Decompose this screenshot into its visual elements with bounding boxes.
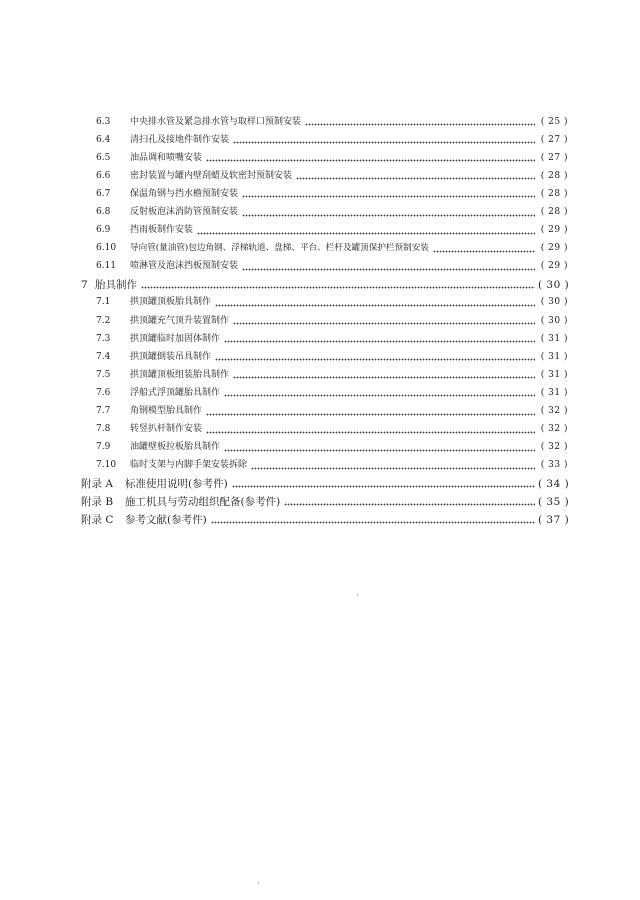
toc-dot-leader bbox=[251, 461, 535, 471]
toc-entry-title: 参考文献(参考件) bbox=[125, 513, 207, 526]
toc-entry-title: 密封装置与罐内壁刮蜡及软密封预制安装 bbox=[130, 170, 293, 181]
toc-entry-page: ( 30 ) bbox=[540, 315, 568, 326]
toc-entry-page: ( 31 ) bbox=[540, 333, 568, 344]
toc-entry[interactable] bbox=[0, 348, 640, 366]
toc-dot-leader bbox=[206, 407, 535, 417]
table-of-contents bbox=[0, 113, 640, 529]
toc-entry-title: 临时支架与内脚手架安装拆除 bbox=[130, 460, 248, 471]
toc-entry[interactable] bbox=[0, 330, 640, 348]
toc-entry-number: 7.1 bbox=[96, 297, 111, 308]
toc-entry-page: ( 28 ) bbox=[540, 170, 568, 181]
toc-entry-page: ( 32 ) bbox=[540, 424, 568, 435]
toc-entry-page: ( 27 ) bbox=[540, 134, 568, 145]
toc-entry-number: 7 bbox=[81, 278, 88, 291]
toc-dot-leader bbox=[211, 515, 535, 525]
toc-dot-leader bbox=[224, 443, 535, 453]
toc-dot-leader bbox=[224, 388, 535, 398]
toc-dot-leader bbox=[141, 280, 535, 290]
toc-dot-leader bbox=[232, 479, 535, 489]
toc-entry-page: ( 32 ) bbox=[540, 442, 568, 453]
toc-appendix-entry[interactable] bbox=[0, 475, 640, 493]
toc-entry-title: 保温角钢与挡水檐预制安装 bbox=[130, 188, 239, 199]
toc-entry-number: 6.3 bbox=[96, 116, 111, 127]
toc-entry-title: 拱顶罐顶板胎具制作 bbox=[130, 297, 212, 308]
toc-entry-title: 转竖扒杆制作安装 bbox=[130, 424, 203, 435]
toc-entry-title: 中央排水管及紧急排水管与取样口预制安装 bbox=[130, 116, 302, 127]
toc-entry-number: 7.5 bbox=[96, 369, 111, 380]
toc-dot-leader bbox=[242, 189, 535, 199]
toc-appendix-entry[interactable] bbox=[0, 493, 640, 511]
toc-entry[interactable] bbox=[0, 439, 640, 457]
toc-entry-title: 油品调和喷嘴安装 bbox=[130, 152, 203, 163]
toc-dot-leader bbox=[206, 425, 535, 435]
toc-dot-leader bbox=[433, 244, 535, 254]
toc-entry[interactable] bbox=[0, 366, 640, 384]
toc-entry-title: 反射板泡沫消防管预制安装 bbox=[130, 207, 239, 218]
toc-entry-page: ( 29 ) bbox=[540, 225, 568, 236]
toc-entry-page: ( 32 ) bbox=[540, 406, 568, 417]
toc-entry-page: ( 31 ) bbox=[540, 351, 568, 362]
toc-entry-number: 7.8 bbox=[96, 424, 111, 435]
toc-dot-leader bbox=[284, 497, 535, 507]
toc-dot-leader bbox=[197, 226, 535, 236]
toc-dot-leader bbox=[296, 171, 535, 181]
toc-dot-leader bbox=[305, 117, 535, 127]
toc-entry[interactable] bbox=[0, 203, 640, 221]
toc-entry-number: 7.7 bbox=[96, 406, 111, 417]
toc-entry-page: ( 31 ) bbox=[540, 369, 568, 380]
toc-entry-number: 附录 B bbox=[81, 495, 114, 508]
toc-entry-number: 附录 C bbox=[81, 513, 114, 526]
toc-entry-number: 6.6 bbox=[96, 170, 111, 181]
toc-dot-leader bbox=[242, 208, 535, 218]
toc-entry-number: 6.11 bbox=[96, 261, 117, 272]
scan-speck bbox=[258, 882, 259, 884]
toc-entry-title: 喷淋管及泡沫挡板预制安装 bbox=[130, 261, 239, 272]
toc-entry-number: 7.3 bbox=[96, 333, 111, 344]
toc-dot-leader bbox=[215, 298, 535, 308]
toc-entry-title: 胎具制作 bbox=[95, 278, 137, 291]
toc-appendix-entry[interactable] bbox=[0, 511, 640, 529]
toc-entry[interactable] bbox=[0, 258, 640, 276]
toc-entry[interactable] bbox=[0, 185, 640, 203]
toc-entry[interactable] bbox=[0, 240, 640, 258]
toc-dot-leader bbox=[224, 334, 535, 344]
toc-entry[interactable] bbox=[0, 149, 640, 167]
toc-entry-number: 7.6 bbox=[96, 387, 111, 398]
toc-entry-title: 角钢模型胎具制作 bbox=[130, 406, 203, 417]
toc-entry-title: 导向管(量油管)包边角钢、浮梯轨道、盘梯、平台、栏杆及罐顶保护栏预制安装 bbox=[130, 243, 429, 254]
scan-speck bbox=[357, 594, 358, 596]
toc-entry-number: 6.10 bbox=[96, 243, 117, 254]
toc-dot-leader bbox=[206, 153, 535, 163]
toc-dot-leader bbox=[233, 316, 535, 326]
toc-entry-number: 6.8 bbox=[96, 207, 111, 218]
toc-entry-title: 拱顶罐顶板组装胎具制作 bbox=[130, 369, 230, 380]
toc-dot-leader bbox=[233, 370, 535, 380]
toc-entry-number: 附录 A bbox=[81, 477, 113, 490]
toc-chapter-entry[interactable] bbox=[0, 276, 640, 294]
toc-entry[interactable] bbox=[0, 294, 640, 312]
toc-entry-title: 清扫孔及接地件制作安装 bbox=[130, 134, 230, 145]
toc-entry-title: 挡雨板制作安装 bbox=[130, 225, 194, 236]
toc-dot-leader bbox=[242, 262, 535, 272]
toc-entry-title: 施工机具与劳动组织配备(参考件) bbox=[125, 495, 281, 508]
toc-entry-page: ( 30 ) bbox=[538, 278, 570, 291]
toc-entry-page: ( 28 ) bbox=[540, 207, 568, 218]
toc-entry[interactable] bbox=[0, 222, 640, 240]
toc-entry-page: ( 29 ) bbox=[540, 261, 568, 272]
toc-entry-title: 油罐壁板拉板胎具制作 bbox=[130, 442, 221, 453]
toc-entry-number: 7.10 bbox=[96, 460, 117, 471]
toc-entry-number: 6.4 bbox=[96, 134, 111, 145]
toc-entry[interactable] bbox=[0, 403, 640, 421]
toc-entry[interactable] bbox=[0, 457, 640, 475]
toc-entry-page: ( 30 ) bbox=[540, 297, 568, 308]
toc-entry[interactable] bbox=[0, 384, 640, 402]
toc-entry-page: ( 34 ) bbox=[538, 477, 570, 490]
toc-dot-leader bbox=[215, 352, 535, 362]
toc-dot-leader bbox=[233, 135, 535, 145]
toc-entry-title: 拱顶罐充气顶升装置制作 bbox=[130, 315, 230, 326]
toc-entry-number: 6.9 bbox=[96, 225, 111, 236]
toc-entry-page: ( 37 ) bbox=[538, 513, 570, 526]
toc-entry-number: 6.7 bbox=[96, 188, 111, 199]
toc-entry-number: 7.2 bbox=[96, 315, 111, 326]
toc-entry[interactable] bbox=[0, 167, 640, 185]
toc-entry-title: 拱顶罐倒装吊具制作 bbox=[130, 351, 212, 362]
toc-entry[interactable] bbox=[0, 113, 640, 131]
toc-entry[interactable] bbox=[0, 131, 640, 149]
toc-entry-page: ( 35 ) bbox=[538, 495, 570, 508]
toc-entry[interactable] bbox=[0, 312, 640, 330]
toc-entry-page: ( 33 ) bbox=[540, 460, 568, 471]
toc-entry-page: ( 27 ) bbox=[540, 152, 568, 163]
toc-entry-page: ( 25 ) bbox=[540, 116, 568, 127]
toc-entry-page: ( 28 ) bbox=[540, 188, 568, 199]
toc-entry[interactable] bbox=[0, 421, 640, 439]
toc-entry-page: ( 31 ) bbox=[540, 387, 568, 398]
toc-entry-title: 标准使用说明(参考件) bbox=[125, 477, 228, 490]
toc-entry-number: 6.5 bbox=[96, 152, 111, 163]
toc-entry-number: 7.4 bbox=[96, 351, 111, 362]
toc-entry-title: 浮船式浮顶罐胎具制作 bbox=[130, 387, 221, 398]
toc-entry-title: 拱顶罐临时加固体制作 bbox=[130, 333, 221, 344]
toc-entry-number: 7.9 bbox=[96, 442, 111, 453]
toc-entry-page: ( 29 ) bbox=[540, 243, 568, 254]
